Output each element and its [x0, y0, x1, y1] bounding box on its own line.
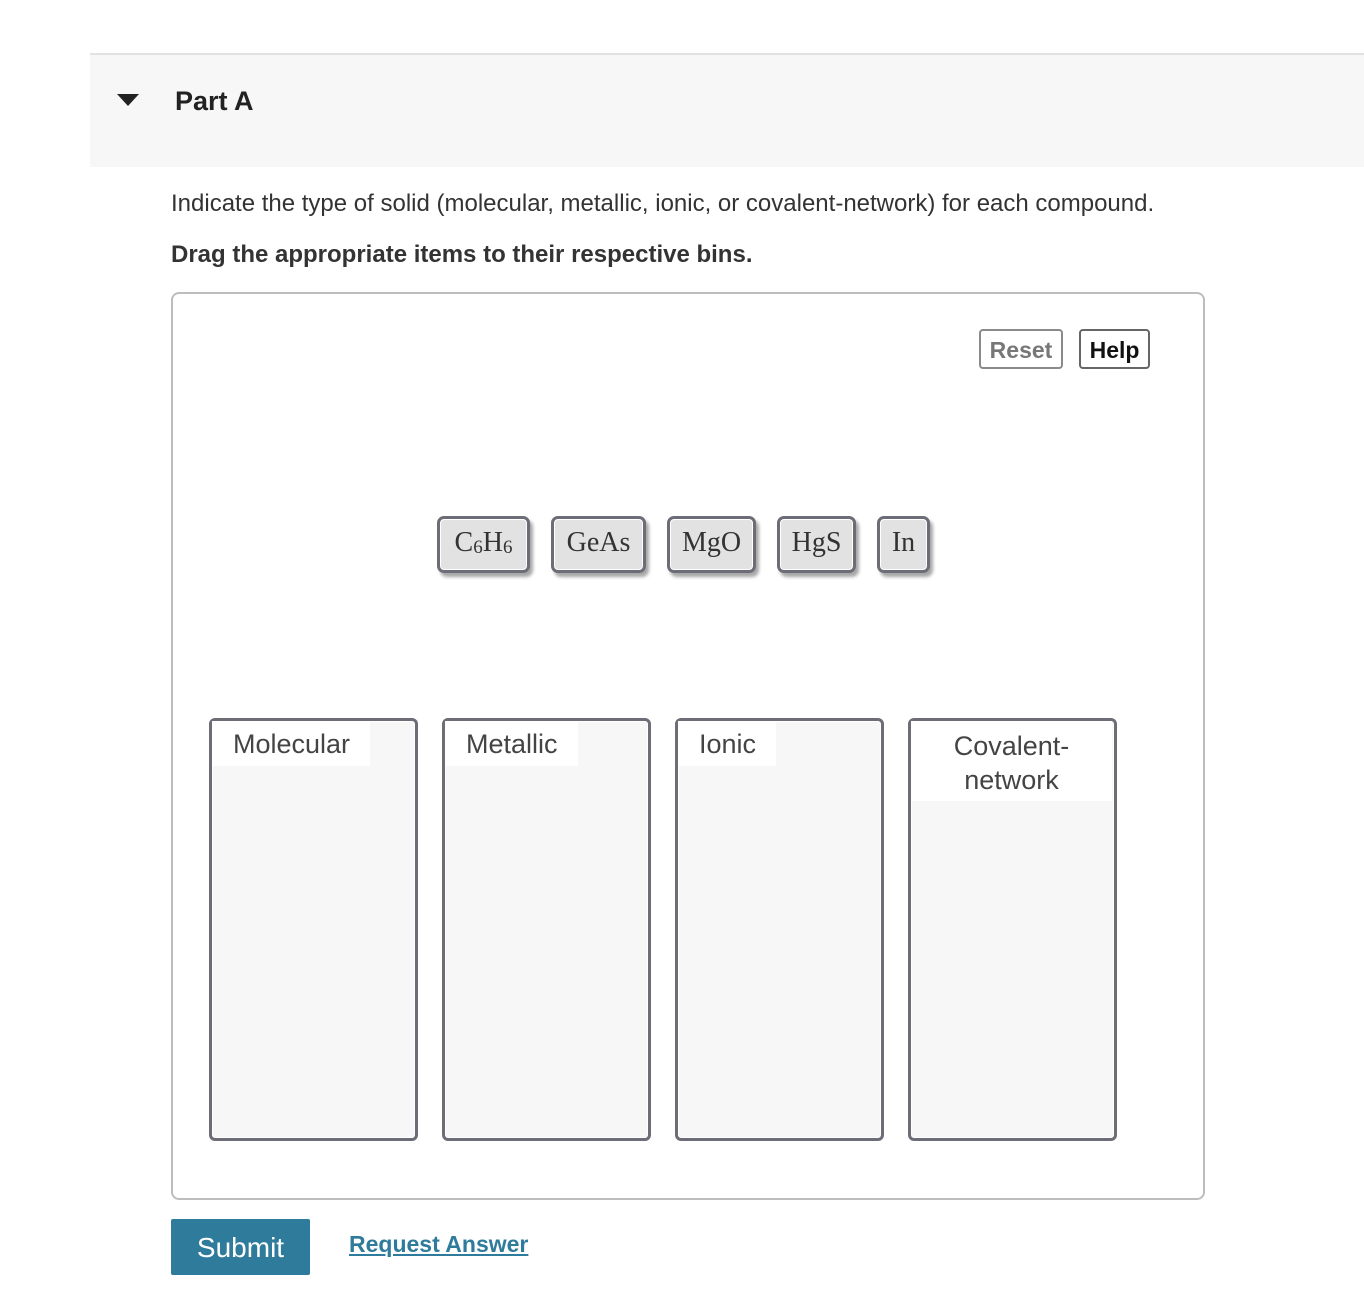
- token-c6h6-c: C: [454, 527, 474, 558]
- question-instructions: Indicate the type of solid (molecular, metallic, ionic, or covalent-network) for each compound.: [171, 190, 1155, 217]
- reset-button[interactable]: Reset: [979, 329, 1063, 369]
- bin-covalent-network[interactable]: [908, 718, 1117, 1141]
- part-title: Part A: [175, 86, 254, 116]
- token-mgo[interactable]: MgO: [667, 516, 756, 573]
- submit-button[interactable]: Submit: [171, 1219, 310, 1275]
- bin-ionic[interactable]: [675, 718, 884, 1141]
- token-geas[interactable]: GeAs: [551, 516, 646, 573]
- help-button[interactable]: Help: [1079, 329, 1150, 369]
- token-c6h6-sub-h: 6: [502, 537, 513, 558]
- bin-metallic[interactable]: [442, 718, 651, 1141]
- part-header[interactable]: [90, 55, 1364, 167]
- token-c6h6-sub-c: 6: [473, 537, 483, 558]
- bin-label-covalent-network: Covalent-network: [911, 721, 1112, 801]
- bin-label-ionic: Ionic: [678, 721, 776, 766]
- bin-label-molecular: Molecular: [212, 721, 370, 766]
- caret-down-icon[interactable]: [117, 94, 139, 106]
- token-c6h6-h: H: [482, 527, 503, 558]
- bin-molecular[interactable]: [209, 718, 418, 1141]
- bin-label-metallic: Metallic: [445, 721, 578, 766]
- token-hgs[interactable]: HgS: [777, 516, 856, 573]
- token-c6h6[interactable]: [437, 516, 530, 573]
- drag-instructions: Drag the appropriate items to their respective bins.: [171, 241, 753, 268]
- token-in[interactable]: In: [877, 516, 930, 573]
- request-answer-link[interactable]: Request Answer: [349, 1231, 529, 1257]
